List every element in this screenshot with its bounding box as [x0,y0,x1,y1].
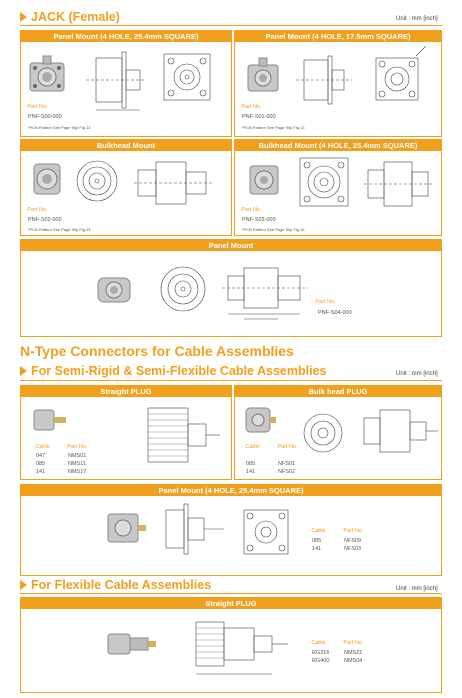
cable-section-title: N-Type Connectors for Cable Assemblies [20,343,294,359]
connector-drawing-front [156,262,210,316]
panel-header: Panel Mount (4 HOLE, 25.4mm SQUARE) [21,485,441,496]
connector-photo [244,57,284,97]
connector-drawing-side [222,262,308,322]
divider [20,380,442,381]
plug-photo [30,402,66,438]
table-header-part-no: · Part No. [64,444,88,450]
pcb-note: *PCB Pattern See Page 90p Fig.16 [242,227,305,232]
plug-photo [106,628,156,660]
part-no-value: PNF-S02-000 [28,217,62,223]
table-cell: NFS01 [278,461,296,467]
table-cell: 141 [312,546,322,552]
divider [20,593,442,594]
connector-photo [94,272,134,308]
connector-drawing-front [72,156,122,206]
connector-drawing-side [86,48,146,118]
panel-header: Bulkhead Mount [21,140,231,151]
plug-photo [240,402,276,438]
plug-drawing-front [240,506,292,558]
pcb-note: *PCB Pattern See Page 90p Fig.13 [28,125,91,130]
plug-drawing [140,398,220,472]
connector-drawing-front [160,50,216,106]
unit-label: Unit : mm [inch] [396,586,438,592]
panel-header: Panel Mount (4 HOLE, 17.5mm SQUARE) [235,31,441,42]
pcb-note: *PCB Pattern See Page 90p Fig.13 [28,227,91,232]
connector-drawing-side [134,158,214,208]
table-header-cable: · Cable [308,640,326,646]
table-cell: NFS09 [344,538,362,544]
pcb-note: *PCB Pattern See Page 90p Fig.13 [242,125,305,130]
table-cell: 085 [36,461,46,467]
table-cell: NMS22 [344,650,363,656]
table-cell: NFS03 [344,546,362,552]
panel-header: Panel Mount (4 HOLE, 25.4mm SQUARE) [21,31,231,42]
table-header-cable: · Cable [242,444,260,450]
connector-drawing-side [296,50,352,116]
flexible-title: For Flexible Cable Assemblies [20,578,211,592]
table-cell: NFS02 [278,469,296,475]
table-cell: 085 [246,461,256,467]
section-arrow-icon [20,580,27,590]
table-cell: RG400 [312,658,330,664]
part-no-label: · Part No. [238,104,262,110]
part-no-value: PNF-S01-000 [242,114,276,120]
unit-label: Unit : mm [inch] [396,16,438,22]
part-no-value: PNF-S04-000 [318,310,352,316]
connector-drawing-front [296,154,352,210]
table-cell: NMS17 [68,469,87,475]
table-cell: NMS04 [344,658,363,664]
table-header-part-no: · Part No. [340,640,364,646]
plug-drawing-side [360,406,440,458]
connector-drawing-front [370,52,426,108]
connector-photo [28,57,68,97]
table-header-part-no: · Part No. [274,444,298,450]
table-cell: 085 [312,538,322,544]
panel-header: Bulkhead Mount (4 HOLE, 25.4mm SQUARE) [235,140,441,151]
table-cell: NMS01 [68,453,87,459]
part-no-label: · Part No. [312,299,336,305]
divider [20,25,442,26]
section-arrow-icon [20,12,27,22]
table-cell: 047 [36,453,46,459]
panel-header: Bulk head PLUG [235,386,441,397]
panel-header: Straight PLUG [21,598,441,609]
panel-cable-panel-mount [20,484,442,576]
plug-drawing [190,614,290,680]
table-cell: NMS11 [68,461,86,467]
table-header-cable: · Cable [32,444,50,450]
connector-photo [28,160,66,198]
part-no-value: PNF-S00-000 [28,114,62,120]
part-no-value: PNF-S03-000 [242,217,276,223]
semi-rigid-title: For Semi-Rigid & Semi-Flexible Cable Assemblies [20,364,326,378]
table-cell: 141 [36,469,46,475]
part-no-label: · Part No. [24,104,48,110]
part-no-label: · Part No. [238,207,262,213]
connector-photo [246,162,282,198]
part-no-label: · Part No. [24,207,48,213]
plug-drawing-side [162,500,228,558]
jack-section-title: JACK (Female) [20,10,120,24]
unit-label: Unit : mm [inch] [396,371,438,377]
table-cell: 141 [246,469,256,475]
table-header-part-no: · Part No. [340,528,364,534]
panel-header: Panel Mount [21,240,441,251]
connector-drawing-side [364,158,434,210]
table-cell: RG316 [312,650,330,656]
section-arrow-icon [20,366,27,376]
panel-header: Straight PLUG [21,386,231,397]
plug-photo [104,508,146,548]
plug-drawing-front [300,410,346,456]
table-header-cable: · Cable [308,528,326,534]
